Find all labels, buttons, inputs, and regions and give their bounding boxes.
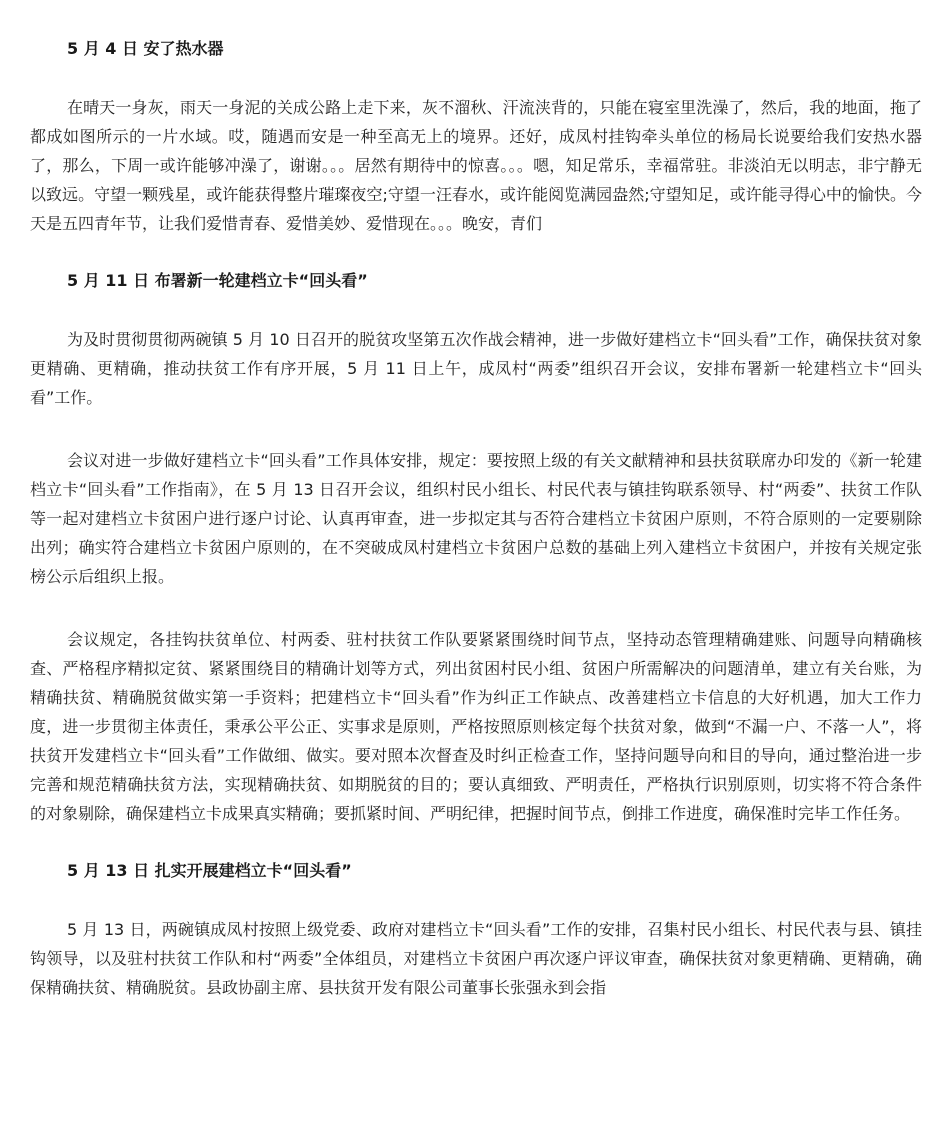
entry-paragraph: 会议对进一步做好建档立卡“回头看”工作具体安排，规定：要按照上级的有关文献精神和县扶贫联席办印发的《新一轮建档立卡“回头看”工作指南》，在 5 月 13 日召开会议，组织村民小组长、村民代表与镇挂钩联系领导、村“两委”、扶贫工作队等一起对建档立卡贫困户进行逐户讨论、认真再审查，进一步拟定其与否符合建档立卡贫困户原则，不符合原则的一定要剔除出列；确实符合建档立卡贫困户原则的，在不突破成凤村建档立卡贫困户总数的基础上列入建档立卡贫困户，并按有关规定张榜公示后组织上报。 (30, 451, 922, 586)
entry-paragraph: 5 月 13 日，两碗镇成凤村按照上级党委、政府对建档立卡“回头看”工作的安排，召集村民小组长、村民代表与县、镇挂钩领导，以及驻村扶贫工作队和村“两委”全体组员，对建档立卡贫困户再次逐户评议审查，确保扶贫对象更精确、更精确，确保精确扶贫、精确脱贫。县政协副主席、县扶贫开发有限公司董事长张强永到会指 (30, 920, 922, 997)
diary-entry-may-4 (30, 36, 922, 238)
entry-heading: 5 月 4 日 安了热水器 (67, 39, 224, 58)
diary-entry-may-13 (30, 858, 922, 1002)
entry-heading: 5 月 11 日 布署新一轮建档立卡“回头看” (67, 271, 368, 290)
entry-heading: 5 月 13 日 扎实开展建档立卡“回头看” (67, 861, 352, 880)
entry-paragraph: 会议规定，各挂钩扶贫单位、村两委、驻村扶贫工作队要紧紧围绕时间节点，坚持动态管理精确建账、问题导向精确核查、严格程序精拟定贫、紧紧围绕目的精确计划等方式，列出贫困村民小组、贫困户所需解决的问题清单，建立有关台账，为精确扶贫、精确脱贫做实第一手资料；把建档立卡“回头看”作为纠正工作缺点、改善建档立卡信息的大好机遇，加大工作力度，进一步贯彻主体责任，秉承公平公正、实事求是原则，严格按照原则核定每个扶贫对象，做到“不漏一户、不落一人”，将扶贫开发建档立卡“回头看”工作做细、做实。要对照本次督查及时纠正检查工作，坚持问题导向和目的导向，通过整治进一步完善和规范精确扶贫方法，实现精确扶贫、如期脱贫的目的；要认真细致、严明责任，严格执行识别原则，切实将不符合条件的对象剔除，确保建档立卡成果真实精确；要抓紧时间、严明纪律，把握时间节点，倒排工作进度，确保准时完毕工作任务。 (30, 630, 922, 823)
entry-paragraph: 在晴天一身灰，雨天一身泥的关成公路上走下来，灰不溜秋、汗流浃背的，只能在寝室里洗澡了，然后，我的地面，拖了都成如图所示的一片水域。哎，随遇而安是一种至高无上的境界。还好，成凤村挂钩牵头单位的杨局长说要给我们安热水器了，那么，下周一或许能够冲澡了，谢谢。。。居然有期待中的惊喜。。。嗯，知足常乐，幸福常驻。非淡泊无以明志，非宁静无以致远。守望一颗残星，或许能获得整片璀璨夜空;守望一汪春水，或许能阅览满园盎然;守望知足，或许能寻得心中的愉快。今天是五四青年节，让我们爱惜青春、爱惜美妙、爱惜现在。。。晚安，青们 (30, 98, 922, 233)
entry-paragraph: 为及时贯彻贯彻两碗镇 5 月 10 日召开的脱贫攻坚第五次作战会精神，进一步做好建档立卡“回头看”工作，确保扶贫对象更精确、更精确，推动扶贫工作有序开展，5 月 11 日上午，成凤村“两委”组织召开会议，安排布署新一轮建档立卡“回头看”工作。 (30, 330, 922, 407)
diary-entry-may-11 (30, 268, 922, 828)
